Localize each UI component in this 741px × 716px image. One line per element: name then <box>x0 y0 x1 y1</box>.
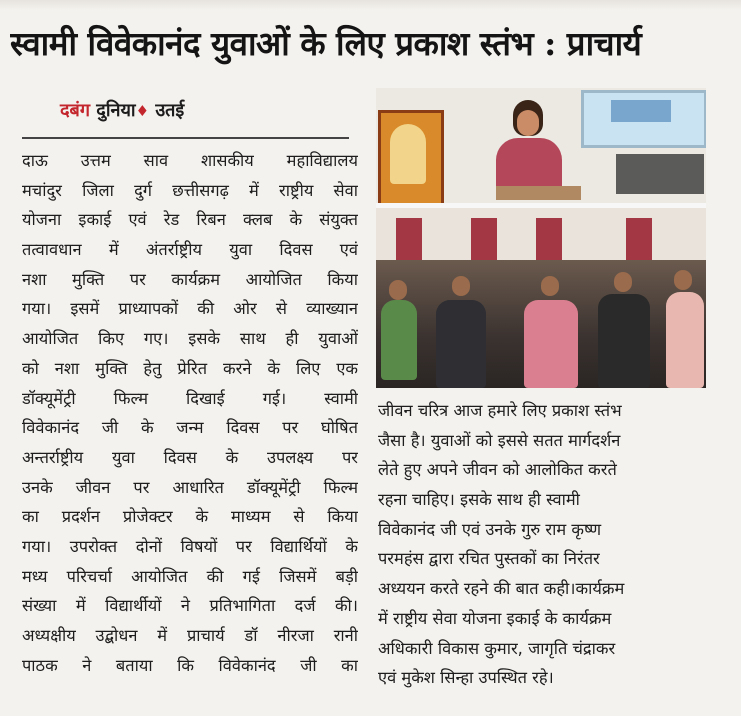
article-line: अध्यक्षीय उद्बोधन में प्राचार्य डॉ नीरजा रानी <box>22 626 358 645</box>
article-line: पाठक ने बताया कि विवेकानंद जी का <box>22 655 358 675</box>
article-line: जीवन चरित्र आज हमारे लिए प्रकाश स्तंभ <box>378 401 622 420</box>
article-line: उनके जीवन पर आधारित डॉक्यूमेंट्री फिल्म <box>22 477 358 497</box>
byline-rule <box>22 137 349 139</box>
event-photo <box>376 88 706 388</box>
article-line: आयोजित किए गए। इसके साथ ही युवाओं <box>22 329 358 349</box>
paper-name: दबंग <box>60 100 90 121</box>
article-line: लेते हुए अपने जीवन को आलोकित करते <box>378 460 617 480</box>
article-line: रहना चाहिए। इसके साथ ही स्वामी <box>378 490 580 510</box>
paper-logo-icon: ♦ <box>135 102 150 120</box>
article-line: विवेकानंद जी के जन्म दिवस पर घोषित <box>22 418 358 438</box>
article-line: गया। इसमें प्राध्यापकों की ओर से व्याख्यान <box>22 299 358 319</box>
article-line: मचांदुर जिला दुर्ग छत्तीसगढ़ में राष्ट्रीय सेवा <box>22 180 358 200</box>
article-line: योजना इकाई एवं रेड रिबन क्लब के संयुक्त <box>22 210 358 230</box>
article-line: तत्वावधान में अंतर्राष्ट्रीय युवा दिवस एवं <box>22 240 358 260</box>
article-line: अन्तर्राष्ट्रीय युवा दिवस के उपलक्ष्य पर <box>22 447 358 467</box>
article-line: अध्ययन करते रहने की बात कही।कार्यक्रम <box>378 579 625 599</box>
top-strip <box>0 0 741 10</box>
article-line: को नशा मुक्ति हेतु प्रेरित करने के लिए एक <box>22 358 358 378</box>
article-line: में राष्ट्रीय सेवा योजना इकाई के कार्यक्रम <box>378 608 612 628</box>
headline: स्वामी विवेकानंद युवाओं के लिए प्रकाश स्तंभ : प्राचार्य <box>10 24 642 63</box>
article-line: नशा मुक्ति पर कार्यक्रम आयोजित किया <box>22 269 358 289</box>
article-line: एवं मुकेश सिन्हा उपस्थित रहे। <box>378 668 554 688</box>
byline <box>60 98 350 124</box>
article-line: संख्या में विद्यार्थीयों ने प्रतिभागिता दर्ज की। <box>22 596 358 616</box>
article-column-2 <box>378 396 720 693</box>
article-line: डॉक्यूमेंट्री फिल्म दिखाई गई। स्वामी <box>22 388 358 408</box>
article-line: का प्रदर्शन प्रोजेक्टर के माध्यम से किया <box>22 507 358 527</box>
paper-name-2: दुनिया <box>96 100 136 121</box>
article-line: जैसा है। युवाओं को इससे सतत मार्गदर्शन <box>378 430 621 450</box>
article-line: अधिकारी विकास कुमार, जागृति चंद्राकर <box>378 638 616 658</box>
article-line: परमहंस द्वारा रचित पुस्तकों का निरंतर <box>378 549 600 569</box>
article-line: विवेकानंद जी एवं उनके गुरु राम कृष्ण <box>378 519 602 539</box>
article-column-1 <box>22 146 358 680</box>
article-line: गया। उपरोक्त दोनों विषयों पर विद्यार्थियों के <box>22 536 358 556</box>
podium <box>496 186 581 200</box>
article-line: मध्य परिचर्चा आयोजित की गई जिसमें बड़ी <box>22 566 358 586</box>
article-line: दाऊ उत्तम साव शासकीय महाविद्यालय <box>22 151 358 170</box>
dateline-place: उतई <box>155 100 185 121</box>
